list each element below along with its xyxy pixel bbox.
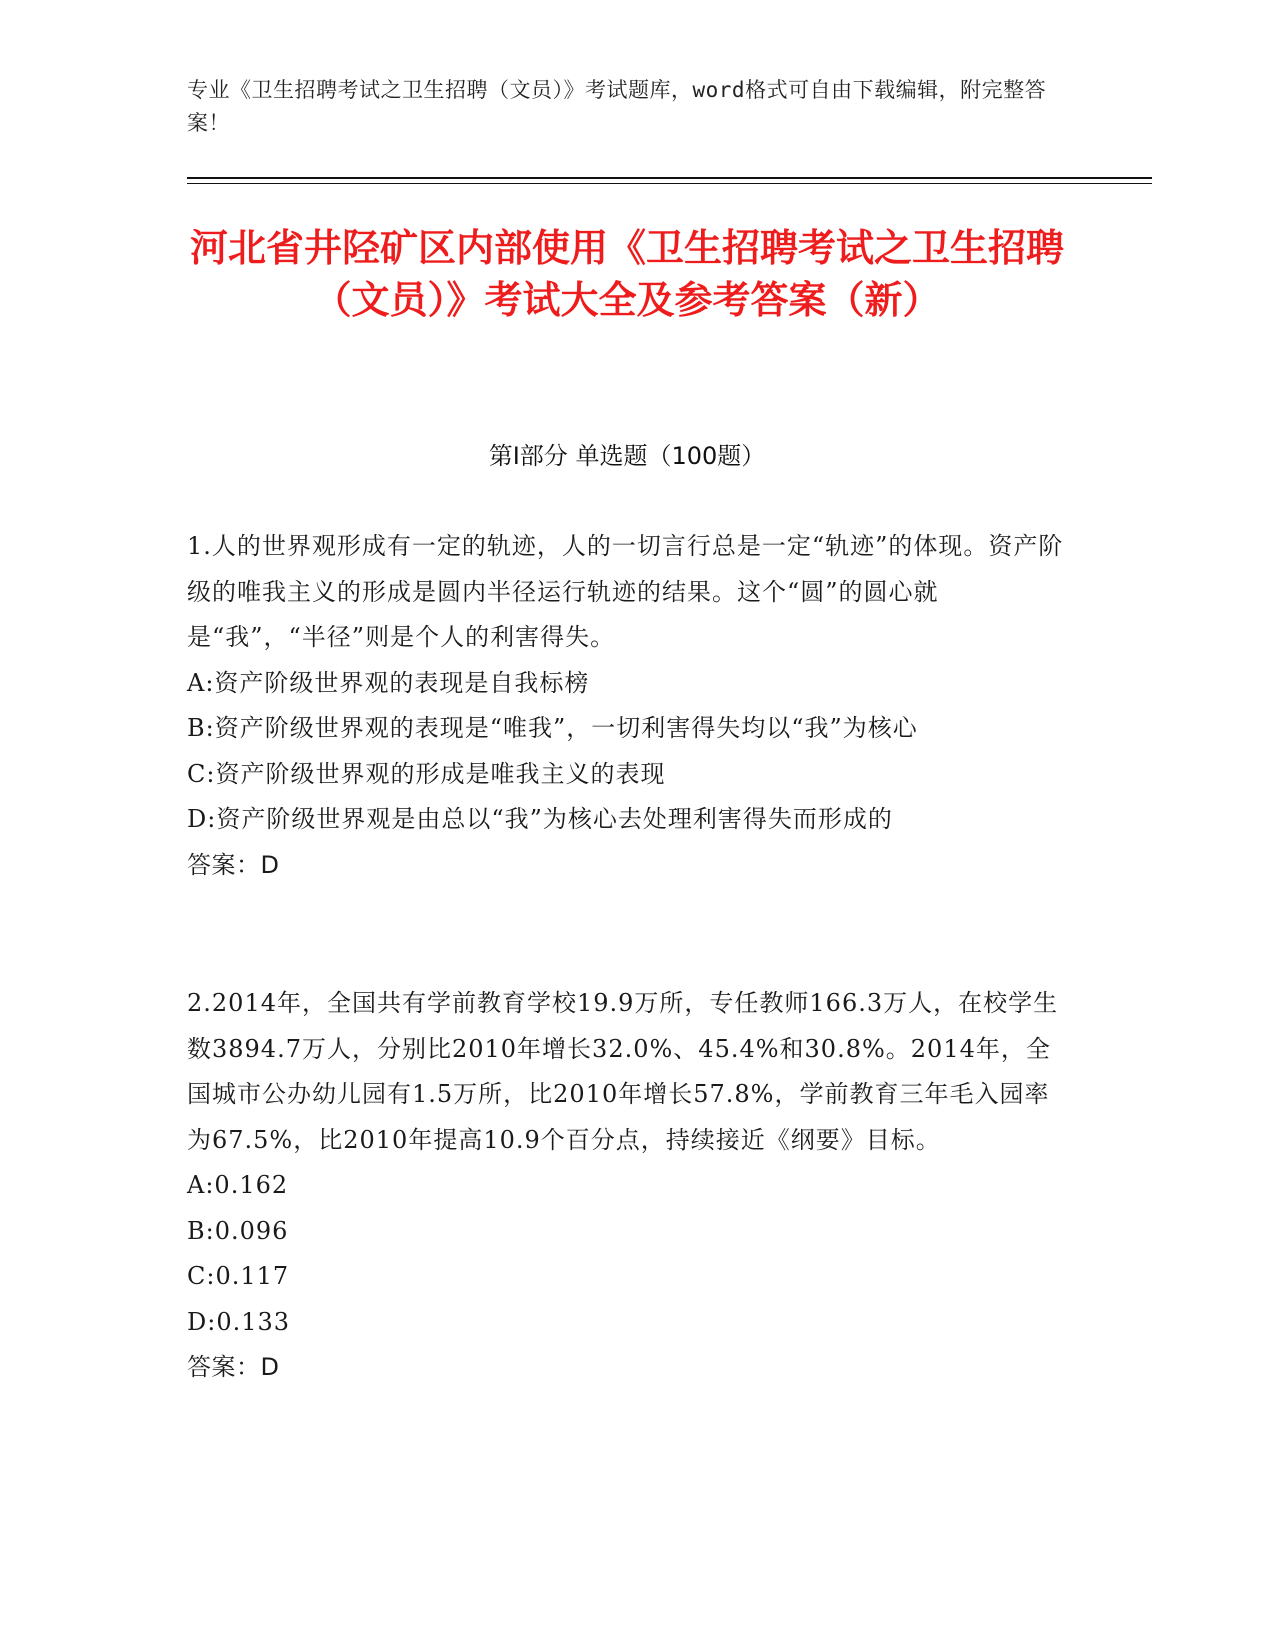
question-1 — [187, 524, 1067, 888]
option-d: D:0.133 — [187, 1307, 291, 1336]
option-a: A:0.162 — [187, 1171, 289, 1199]
document-title: 河北省井陉矿区内部使用《卫生招聘考试之卫生招聘（文员）》考试大全及参考答案（新） — [189, 226, 1064, 322]
section-heading: 第Ⅰ部分 单选题（100题） — [488, 442, 766, 470]
answer-label: 答案： — [187, 850, 261, 879]
question-stem: 2.2014年，全国共有学前教育学校19.9万所，专任教师166.3万人，在校学生数3894.7万人，分别比2010年增长32.0%、45.4%和30.8%。2014年，全国城市公办幼儿园有1.5万所，比2010年增长57.8%，学前教育三年毛入园率为67.5%，比2010年提高10.9个百分点，持续接近《纲要》目标。 — [187, 989, 1059, 1154]
header-note: 专业《卫生招聘考试之卫生招聘（文员）》考试题库，word格式可自由下载编辑，附完整答案！ — [187, 78, 1047, 135]
question-2 — [187, 981, 1067, 1391]
option-b: B:0.096 — [187, 1216, 289, 1245]
answer-line — [187, 1345, 1067, 1391]
option-a: A:资产阶级世界观的表现是自我标榜 — [187, 668, 590, 697]
option-c: C:资产阶级世界观的形成是唯我主义的表现 — [187, 759, 666, 788]
option-c: C:0.117 — [187, 1262, 290, 1290]
answer-value: D — [260, 850, 280, 879]
option-d: D:资产阶级世界观是由总以“我”为核心去处理利害得失而形成的 — [187, 805, 893, 833]
answer-line — [187, 843, 1067, 889]
option-b: B:资产阶级世界观的表现是“唯我”，一切利害得失均以“我”为核心 — [187, 714, 918, 742]
answer-value: D — [260, 1353, 280, 1381]
answer-label: 答案： — [187, 1353, 261, 1381]
header-divider-thin — [187, 183, 1152, 184]
question-stem: 1.人的世界观形成有一定的轨迹，人的一切言行总是一定“轨迹”的体现。资产阶级的唯我主义的形成是圆内半径运行轨迹的结果。这个“圆”的圆心就是“我”，“半径”则是个人的利害得失。 — [187, 532, 1064, 651]
header-divider-thick — [187, 177, 1152, 179]
